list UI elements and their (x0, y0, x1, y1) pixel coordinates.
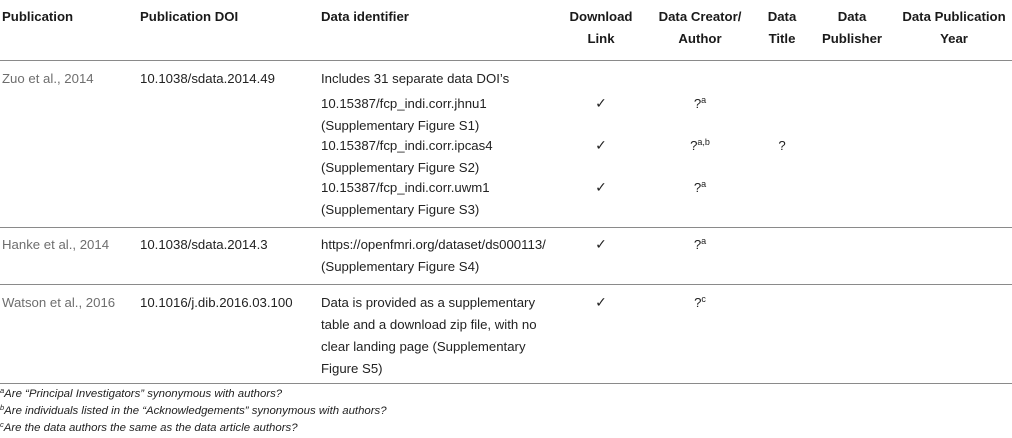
data-identifier-cell: 10.15387/fcp_indi.corr.jhnu1 (Supplementary Figure S1) (321, 96, 487, 133)
publication-doi-cell: 10.1016/j.dib.2016.03.100 (140, 295, 293, 310)
row-divider (0, 227, 1012, 228)
footnote-mark: a (701, 236, 707, 246)
publication-doi-cell: 10.1038/sdata.2014.3 (140, 237, 268, 252)
title-cell: ? (778, 138, 786, 153)
download-checkmark: ✓ (595, 180, 607, 196)
data-identifier-cell: https://openfmri.org/dataset/ds000113/ (Supplementary Figure S4) (321, 237, 546, 274)
header-publication-doi: Publication DOI (140, 9, 239, 24)
header-download-link: Download Link (569, 9, 633, 46)
header-data-creator: Data Creator/ Author (658, 9, 742, 46)
header-divider (0, 60, 1012, 61)
creator-cell: ?$^c$ (694, 294, 706, 310)
header-data-identifier: Data identifier (321, 9, 409, 24)
footnote-mark: c (701, 294, 706, 304)
footnote-mark: a,b (697, 137, 710, 147)
publication-cell: Watson et al., 2016 (2, 295, 116, 310)
creator-cell: ?$^a$ (693, 179, 707, 195)
table-bottom-divider (0, 383, 1012, 384)
creator-cell: ?$^a$ (693, 95, 707, 111)
header-publication: Publication (2, 9, 74, 24)
publication-doi-cell: 10.1038/sdata.2014.49 (140, 71, 275, 86)
header-data-publisher: Data Publisher (821, 9, 883, 46)
footnote-mark: a (701, 95, 707, 105)
footnote-c: $^c$Are the data authors the same as the data article authors? (0, 420, 298, 434)
creator-cell: ?$^{a,b}$ (690, 137, 710, 153)
row-divider (0, 284, 1012, 285)
download-checkmark: ✓ (595, 295, 607, 311)
data-identifier-cell: Data is provided as a supplementary table and a download zip file, with no clear landing page (Supplementary Figure S5) (321, 295, 537, 376)
header-data-publication-year: Data Publication Year (902, 9, 1006, 46)
footnote-mark: a (701, 179, 707, 189)
data-identifier-intro: Includes 31 separate data DOI’s (321, 71, 510, 86)
footnote-b: $^b$Are individuals listed in the “Acknowledgements” synonymous with authors? (0, 403, 387, 417)
download-checkmark: ✓ (595, 96, 607, 112)
creator-cell: ?$^a$ (693, 236, 707, 252)
footnote-a: $^a$Are “Principal Investigators” synonymous with authors? (0, 386, 283, 400)
data-identifier-cell: 10.15387/fcp_indi.corr.uwm1 (Supplementary Figure S3) (321, 180, 490, 217)
publication-cell: Hanke et al., 2014 (2, 237, 110, 252)
header-data-title: Data Title (767, 9, 797, 46)
publication-cell: Zuo et al., 2014 (2, 71, 94, 86)
data-identifier-cell: 10.15387/fcp_indi.corr.ipcas4 (Supplementary Figure S2) (321, 138, 493, 175)
download-checkmark: ✓ (595, 237, 607, 253)
download-checkmark: ✓ (595, 138, 607, 154)
